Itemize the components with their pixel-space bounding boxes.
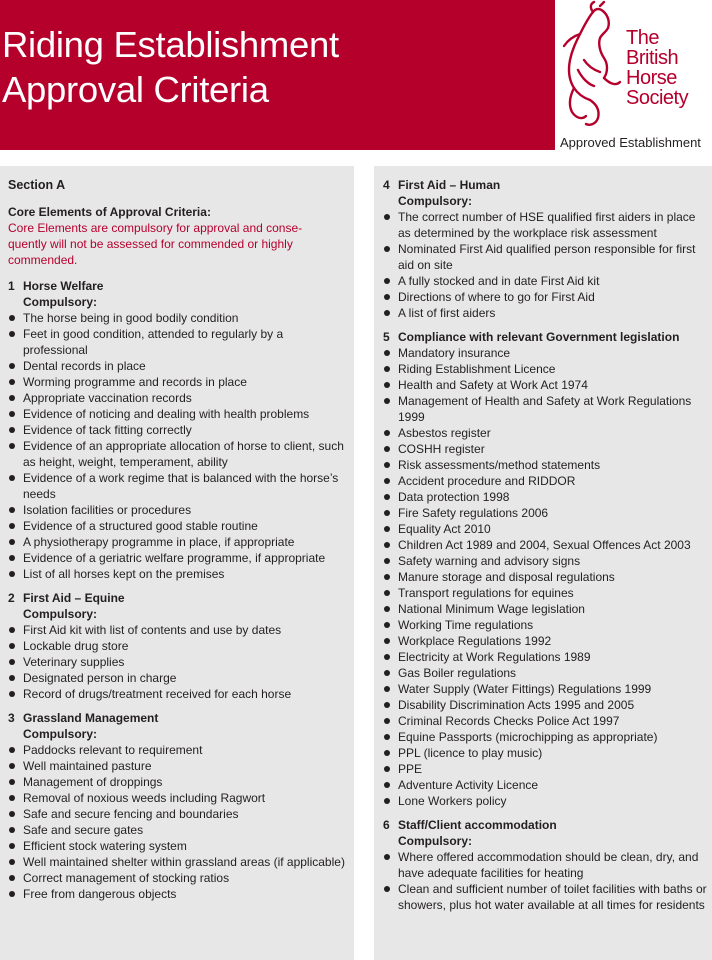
- group-number: 3: [8, 711, 15, 725]
- list-item: Transport regulations for equines: [383, 585, 712, 601]
- compulsory-label: Compulsory:: [398, 834, 473, 848]
- org-name-line: British: [626, 47, 679, 69]
- list-item: Well maintained shelter within grassland areas (if applicable): [8, 854, 354, 870]
- list-item: Safety warning and advisory signs: [383, 553, 712, 569]
- list-item: Nominated First Aid qualified person responsible for first aid on site: [383, 241, 712, 273]
- list-item: Gas Boiler regulations: [383, 665, 712, 681]
- list-item: National Minimum Wage legislation: [383, 601, 712, 617]
- list-item: PPL (licence to play music): [383, 745, 712, 761]
- list-item: Isolation facilities or procedures: [8, 502, 354, 518]
- list-item: Working Time regulations: [383, 617, 712, 633]
- group-title: Compliance with relevant Government legislation: [398, 330, 680, 344]
- list-item: Evidence of a work regime that is balanced with the horse’s needs: [8, 470, 354, 502]
- list-item: Children Act 1989 and 2004, Sexual Offences Act 2003: [383, 537, 712, 553]
- list-item: Evidence of noticing and dealing with health problems: [8, 406, 354, 422]
- criteria-list: [383, 345, 712, 809]
- criteria-group: [8, 590, 354, 702]
- list-item: Lone Workers policy: [383, 793, 712, 809]
- group-title: Horse Welfare: [23, 279, 104, 293]
- criteria-list: [8, 310, 354, 582]
- group-number: 1: [8, 279, 15, 293]
- title-line-1: Riding Establishment: [2, 24, 339, 65]
- list-item: Record of drugs/treatment received for each horse: [8, 686, 354, 702]
- compulsory-label: Compulsory:: [23, 295, 98, 309]
- org-name-line: Society: [626, 87, 689, 109]
- criteria-list: [8, 742, 354, 902]
- group-number: 4: [383, 178, 390, 192]
- group-title: First Aid – Equine: [23, 591, 125, 605]
- criteria-group: [383, 329, 712, 809]
- title-line-2: Approval Criteria: [2, 69, 269, 110]
- list-item: Paddocks relevant to requirement: [8, 742, 354, 758]
- list-item: A physiotherapy programme in place, if appropriate: [8, 534, 354, 550]
- list-item: Where offered accommodation should be clean, dry, and have adequate facilities for heating: [383, 849, 712, 881]
- list-item: A fully stocked and in date First Aid kit: [383, 273, 712, 289]
- list-item: Directions of where to go for First Aid: [383, 289, 712, 305]
- criteria-list: [383, 209, 712, 321]
- group-number: 6: [383, 818, 390, 832]
- intro-heading: Core Elements of Approval Criteria:: [8, 205, 211, 219]
- section-title: Section A: [8, 178, 66, 192]
- list-item: The correct number of HSE qualified first aiders in place as determined by the workplace risk assessment: [383, 209, 712, 241]
- list-item: Well maintained pasture: [8, 758, 354, 774]
- intro-text: Core Elements are compulsory for approval and conse-quently will not be assessed for commended or highly commended.: [8, 221, 303, 267]
- list-item: Evidence of tack fitting correctly: [8, 422, 354, 438]
- list-item: Correct management of stocking ratios: [8, 870, 354, 886]
- compulsory-label: Compulsory:: [23, 607, 98, 621]
- criteria-list: [383, 849, 712, 913]
- approved-label: Approved Establishment: [560, 135, 701, 150]
- list-item: Veterinary supplies: [8, 654, 354, 670]
- list-item: First Aid kit with list of contents and use by dates: [8, 622, 354, 638]
- compulsory-label: Compulsory:: [398, 194, 473, 208]
- list-item: Fire Safety regulations 2006: [383, 505, 712, 521]
- list-item: Worming programme and records in place: [8, 374, 354, 390]
- list-item: Criminal Records Checks Police Act 1997: [383, 713, 712, 729]
- list-item: Evidence of a geriatric welfare programme, if appropriate: [8, 550, 354, 566]
- list-item: Asbestos register: [383, 425, 712, 441]
- list-item: Equine Passports (microchipping as appropriate): [383, 729, 712, 745]
- list-item: Accident procedure and RIDDOR: [383, 473, 712, 489]
- right-column: [374, 166, 712, 960]
- org-name: [626, 28, 688, 108]
- list-item: Workplace Regulations 1992: [383, 633, 712, 649]
- list-item: Appropriate vaccination records: [8, 390, 354, 406]
- list-item: Riding Establishment Licence: [383, 361, 712, 377]
- list-item: Safe and secure fencing and boundaries: [8, 806, 354, 822]
- bhs-logo: [560, 0, 712, 150]
- group-title: Grassland Management: [23, 711, 159, 725]
- list-item: A list of first aiders: [383, 305, 712, 321]
- list-item: PPE: [383, 761, 712, 777]
- list-item: COSHH register: [383, 441, 712, 457]
- criteria-group: [383, 817, 712, 913]
- list-item: Management of droppings: [8, 774, 354, 790]
- group-number: 2: [8, 591, 15, 605]
- horse-logo-icon: [560, 0, 626, 130]
- compulsory-label: Compulsory:: [23, 727, 98, 741]
- list-item: Lockable drug store: [8, 638, 354, 654]
- group-heading: [8, 710, 354, 726]
- org-name-line: Horse: [626, 67, 677, 89]
- list-item: Health and Safety at Work Act 1974: [383, 377, 712, 393]
- right-groups: [383, 177, 712, 913]
- group-heading: [8, 590, 354, 606]
- list-item: Disability Discrimination Acts 1995 and 2005: [383, 697, 712, 713]
- group-number: 5: [383, 330, 390, 344]
- group-title: Staff/Client accommodation: [398, 818, 557, 832]
- criteria-list: [8, 622, 354, 702]
- list-item: Management of Health and Safety at Work Regulations 1999: [383, 393, 712, 425]
- list-item: Evidence of a structured good stable routine: [8, 518, 354, 534]
- page-title: [2, 22, 339, 112]
- group-heading: [383, 329, 712, 345]
- criteria-group: [8, 710, 354, 902]
- list-item: Safe and secure gates: [8, 822, 354, 838]
- list-item: Dental records in place: [8, 358, 354, 374]
- left-groups: [8, 278, 354, 902]
- list-item: Designated person in charge: [8, 670, 354, 686]
- list-item: Efficient stock watering system: [8, 838, 354, 854]
- list-item: List of all horses kept on the premises: [8, 566, 354, 582]
- list-item: The horse being in good bodily condition: [8, 310, 354, 326]
- list-item: Feet in good condition, attended to regularly by a professional: [8, 326, 354, 358]
- list-item: Water Supply (Water Fittings) Regulations 1999: [383, 681, 712, 697]
- group-heading: [383, 177, 712, 193]
- list-item: Free from dangerous objects: [8, 886, 354, 902]
- list-item: Evidence of an appropriate allocation of horse to client, such as height, weight, temperament, ability: [8, 438, 354, 470]
- list-item: Manure storage and disposal regulations: [383, 569, 712, 585]
- list-item: Equality Act 2010: [383, 521, 712, 537]
- left-column: [0, 166, 354, 960]
- list-item: Risk assessments/method statements: [383, 457, 712, 473]
- group-heading: [383, 817, 712, 833]
- org-name-line: The: [626, 27, 659, 49]
- criteria-group: [383, 177, 712, 321]
- list-item: Data protection 1998: [383, 489, 712, 505]
- list-item: Adventure Activity Licence: [383, 777, 712, 793]
- criteria-group: [8, 278, 354, 582]
- list-item: Removal of noxious weeds including Ragwort: [8, 790, 354, 806]
- list-item: Clean and sufficient number of toilet facilities with baths or showers, plus hot water available at all times for residents: [383, 881, 712, 913]
- list-item: Electricity at Work Regulations 1989: [383, 649, 712, 665]
- title-banner: [0, 0, 555, 150]
- group-title: First Aid – Human: [398, 178, 501, 192]
- group-heading: [8, 278, 354, 294]
- list-item: Mandatory insurance: [383, 345, 712, 361]
